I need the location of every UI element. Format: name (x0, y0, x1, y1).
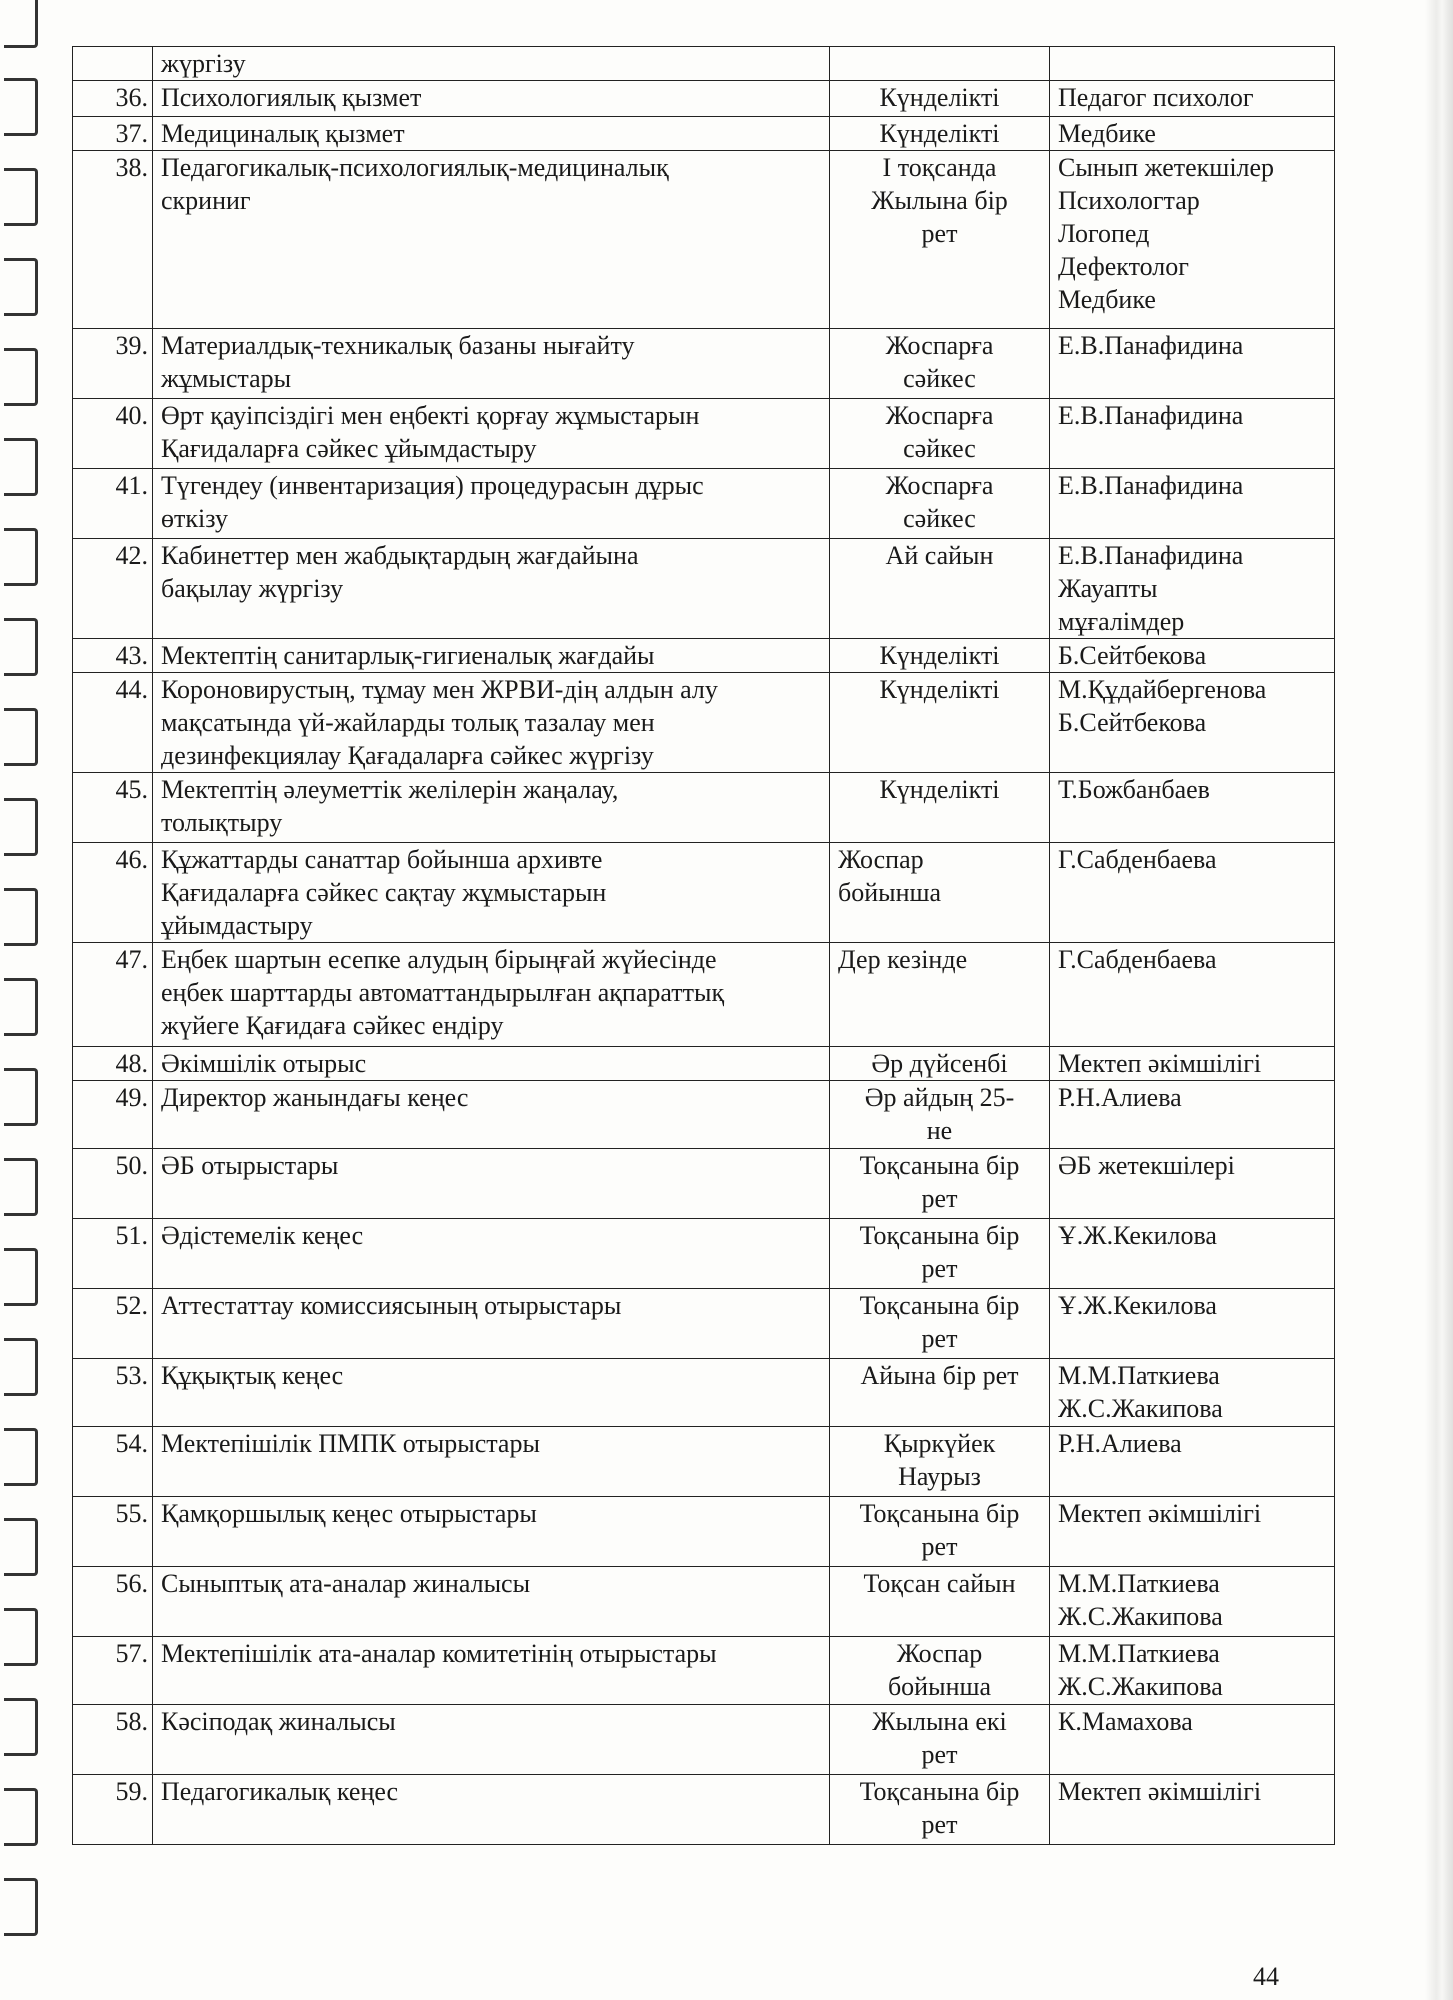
responsible-cell (1050, 329, 1335, 399)
activity-cell-line: жұмыстары (161, 364, 292, 393)
responsible-cell-line: М.М.Паткиева (1058, 1569, 1220, 1598)
responsible-cell-line: Педагог психолог (1058, 83, 1254, 112)
binding-ring (4, 708, 38, 766)
activity-cell-line: жүйеге Қағидаға сәйкес ендіру (161, 1011, 504, 1040)
row-number-cell: 56. (73, 1567, 153, 1637)
activity-cell-line: Мектептің әлеуметтік желілерін жаңалау, (161, 775, 619, 804)
activity-cell (153, 773, 830, 843)
responsible-cell-line: М.Құдайбергенова (1058, 675, 1267, 704)
responsible-cell-line: Е.В.Панафидина (1058, 541, 1244, 570)
row-number-cell: 36. (73, 81, 153, 117)
activity-cell (153, 1149, 830, 1219)
frequency-cell-line: Тоқсанына бір (859, 1151, 1020, 1180)
responsible-cell-line: Р.Н.Алиева (1058, 1083, 1182, 1112)
activity-cell (153, 1567, 830, 1637)
table-row (73, 399, 1335, 469)
schedule-table-wrapper (72, 46, 1334, 1845)
frequency-cell-line: Айына бір рет (860, 1361, 1019, 1390)
table-row (73, 673, 1335, 773)
activity-cell (153, 639, 830, 673)
row-number-cell: 45. (73, 773, 153, 843)
frequency-cell-line: Тоқсанына бір (859, 1777, 1020, 1806)
frequency-cell-line: Күнделікті (879, 675, 1000, 704)
table-row (73, 469, 1335, 539)
responsible-cell-line: Логопед (1058, 219, 1150, 248)
frequency-cell-line: рет (921, 1254, 958, 1283)
activity-cell-line: Психологиялық қызмет (161, 83, 422, 112)
binding-ring (4, 438, 38, 496)
binding-ring (4, 528, 38, 586)
binding-ring (4, 78, 38, 136)
responsible-cell (1050, 639, 1335, 673)
responsible-cell (1050, 47, 1335, 81)
row-number-cell: 44. (73, 673, 153, 773)
activity-cell-line: Әкімшілік отырыс (161, 1049, 367, 1078)
activity-cell-line: Түгендеу (инвентаризация) процедурасын дұрыс (161, 471, 704, 500)
frequency-cell-line: не (926, 1116, 953, 1145)
responsible-cell (1050, 943, 1335, 1047)
frequency-cell-line: Әр айдың 25- (864, 1083, 1015, 1112)
frequency-cell (830, 1637, 1050, 1705)
row-number-cell: 59. (73, 1775, 153, 1845)
binding-ring (4, 1608, 38, 1666)
table-row (73, 47, 1335, 81)
row-number-cell: 37. (73, 117, 153, 151)
table-row (73, 117, 1335, 151)
activity-cell (153, 81, 830, 117)
responsible-cell-line: Ұ.Ж.Кекилова (1058, 1291, 1217, 1320)
frequency-cell-line: бойынша (838, 878, 942, 907)
frequency-cell-line: рет (921, 1810, 958, 1839)
binding-ring (4, 978, 38, 1036)
frequency-cell-line: Жылына екі (872, 1707, 1007, 1736)
table-row (73, 329, 1335, 399)
frequency-cell (830, 1081, 1050, 1149)
table-row (73, 81, 1335, 117)
responsible-cell (1050, 151, 1335, 329)
frequency-cell-line: Күнделікті (879, 83, 1000, 112)
row-number-cell: 52. (73, 1289, 153, 1359)
frequency-cell-line: сәйкес (903, 504, 976, 533)
activity-cell (153, 47, 830, 81)
activity-cell (153, 843, 830, 943)
row-number-cell: 54. (73, 1427, 153, 1497)
responsible-cell-line: Б.Сейтбекова (1058, 708, 1207, 737)
frequency-cell (830, 1149, 1050, 1219)
table-row (73, 1289, 1335, 1359)
binding-ring (4, 0, 38, 48)
activity-cell (153, 469, 830, 539)
table-row (73, 1705, 1335, 1775)
frequency-cell-line: рет (921, 1324, 958, 1353)
binding-ring (4, 168, 38, 226)
responsible-cell-line: ӘБ жетекшілері (1058, 1151, 1235, 1180)
responsible-cell-line: Е.В.Панафидина (1058, 401, 1244, 430)
activity-cell-line: дезинфекциялау Қағадаларға сәйкес жүргізу (161, 741, 654, 770)
frequency-cell-line: Қыркүйек (883, 1429, 996, 1458)
spiral-binding (0, 0, 48, 2000)
activity-cell-line: Материалдық-техникалық базаны нығайту (161, 331, 635, 360)
activity-cell (153, 399, 830, 469)
responsible-cell (1050, 117, 1335, 151)
activity-cell-line: Өрт қауіпсіздігі мен еңбекті қорғау жұмыстарын (161, 401, 700, 430)
responsible-cell (1050, 1081, 1335, 1149)
activity-cell-line: Педагогикалық-психологиялық-медициналық (161, 153, 669, 182)
responsible-cell-line: Психологтар (1058, 186, 1200, 215)
frequency-cell-line: Жылына бір (871, 186, 1008, 215)
activity-cell (153, 539, 830, 639)
frequency-cell (830, 1705, 1050, 1775)
activity-cell-line: Құжаттарды санаттар бойынша архивте (161, 845, 603, 874)
activity-cell-line: өткізу (161, 504, 228, 533)
activity-cell-line: Мектептің санитарлық-гигиеналық жағдайы (161, 641, 655, 670)
responsible-cell-line: К.Мамахова (1058, 1707, 1193, 1736)
row-number-cell: 50. (73, 1149, 153, 1219)
binding-ring (4, 1158, 38, 1216)
responsible-cell-line: Дефектолог (1058, 252, 1189, 281)
binding-ring (4, 1068, 38, 1126)
responsible-cell-line: Т.Божбанбаев (1058, 775, 1210, 804)
activity-cell (153, 1047, 830, 1081)
activity-cell-line: Кабинеттер мен жабдықтардың жағдайына (161, 541, 639, 570)
frequency-cell-line: рет (921, 219, 958, 248)
responsible-cell-line: Б.Сейтбекова (1058, 641, 1207, 670)
row-number-cell: 48. (73, 1047, 153, 1081)
responsible-cell (1050, 843, 1335, 943)
responsible-cell-line: Мектеп әкімшілігі (1058, 1499, 1262, 1528)
binding-ring (4, 1518, 38, 1576)
row-number-cell: 55. (73, 1497, 153, 1567)
activity-cell-line: бақылау жүргізу (161, 574, 344, 603)
table-row (73, 539, 1335, 639)
binding-ring (4, 888, 38, 946)
table-row (73, 1219, 1335, 1289)
activity-cell (153, 1289, 830, 1359)
responsible-cell (1050, 1219, 1335, 1289)
frequency-cell-line: Жоспарға (885, 331, 994, 360)
responsible-cell (1050, 673, 1335, 773)
frequency-cell-line: Тоқсан сайын (863, 1569, 1016, 1598)
activity-cell-line: жүргізу (161, 49, 246, 78)
activity-cell-line: Кәсіподақ жиналысы (161, 1707, 396, 1736)
activity-cell-line: Мектепішілік ПМПК отырыстары (161, 1429, 540, 1458)
responsible-cell-line: Сынып жетекшілер (1058, 153, 1275, 182)
activity-cell (153, 943, 830, 1047)
frequency-cell (830, 1047, 1050, 1081)
binding-ring (4, 1698, 38, 1756)
row-number-cell: 43. (73, 639, 153, 673)
frequency-cell-line: Күнделікті (879, 641, 1000, 670)
frequency-cell-line: Жоспарға (885, 471, 994, 500)
table-row (73, 1775, 1335, 1845)
activity-cell (153, 1705, 830, 1775)
table-row (73, 151, 1335, 329)
frequency-cell-line: сәйкес (903, 364, 976, 393)
frequency-cell-line: Жоспарға (885, 401, 994, 430)
table-row (73, 1497, 1335, 1567)
frequency-cell (830, 329, 1050, 399)
responsible-cell (1050, 1775, 1335, 1845)
responsible-cell (1050, 1289, 1335, 1359)
frequency-cell-line: Күнделікті (879, 775, 1000, 804)
responsible-cell-line: Медбике (1058, 285, 1156, 314)
frequency-cell-line: рет (921, 1184, 958, 1213)
activity-cell (153, 151, 830, 329)
frequency-cell-line: І тоқсанда (882, 153, 997, 182)
activity-cell-line: толықтыру (161, 808, 283, 837)
activity-cell (153, 1637, 830, 1705)
responsible-cell (1050, 1359, 1335, 1427)
responsible-cell-line: Е.В.Панафидина (1058, 471, 1244, 500)
activity-cell-line: Директор жанындағы кеңес (161, 1083, 469, 1112)
table-row (73, 773, 1335, 843)
activity-cell (153, 1219, 830, 1289)
activity-cell-line: мақсатында үй-жайларды толық тазалау мен (161, 708, 655, 737)
table-row (73, 1081, 1335, 1149)
responsible-cell-line: Ж.С.Жакипова (1058, 1602, 1223, 1631)
activity-cell-line: скриниг (161, 186, 251, 215)
responsible-cell (1050, 1637, 1335, 1705)
frequency-cell (830, 1219, 1050, 1289)
responsible-cell (1050, 1149, 1335, 1219)
binding-ring (4, 1878, 38, 1936)
activity-cell (153, 1359, 830, 1427)
activity-cell-line: ұйымдастыру (161, 911, 313, 940)
activity-cell-line: Еңбек шартын есепке алудың бірыңғай жүйесінде (161, 945, 717, 974)
table-row (73, 1637, 1335, 1705)
responsible-cell-line: М.М.Паткиева (1058, 1361, 1220, 1390)
table-row (73, 943, 1335, 1047)
page-number: 44 (1253, 1962, 1279, 1991)
activity-cell (153, 1775, 830, 1845)
binding-ring (4, 258, 38, 316)
frequency-cell (830, 469, 1050, 539)
activity-cell-line: Қағидаларға сәйкес ұйымдастыру (161, 434, 537, 463)
binding-ring (4, 1338, 38, 1396)
binding-ring (4, 1788, 38, 1846)
frequency-cell (830, 539, 1050, 639)
row-number-cell: 38. (73, 151, 153, 329)
frequency-cell-line: рет (921, 1532, 958, 1561)
table-row (73, 1149, 1335, 1219)
frequency-cell (830, 151, 1050, 329)
responsible-cell-line: Ұ.Ж.Кекилова (1058, 1221, 1217, 1250)
frequency-cell (830, 1359, 1050, 1427)
frequency-cell (830, 1289, 1050, 1359)
frequency-cell (830, 673, 1050, 773)
row-number-cell: 47. (73, 943, 153, 1047)
activity-cell-line: Сыныптық ата-аналар жиналысы (161, 1569, 531, 1598)
frequency-cell (830, 1775, 1050, 1845)
frequency-cell-line: рет (921, 1740, 958, 1769)
table-row (73, 1359, 1335, 1427)
row-number-cell: 51. (73, 1219, 153, 1289)
frequency-cell-line: Тоқсанына бір (859, 1221, 1020, 1250)
activity-cell (153, 1497, 830, 1567)
frequency-cell-line: Тоқсанына бір (859, 1499, 1020, 1528)
frequency-cell-line: Әр дүйсенбі (871, 1049, 1008, 1078)
activity-cell (153, 1081, 830, 1149)
frequency-cell (830, 1567, 1050, 1637)
responsible-cell (1050, 1427, 1335, 1497)
responsible-cell-line: Медбике (1058, 119, 1156, 148)
activity-cell-line: Аттестаттау комиссиясының отырыстары (161, 1291, 622, 1320)
binding-ring (4, 1248, 38, 1306)
activity-cell-line: Әдістемелік кеңес (161, 1221, 364, 1250)
frequency-cell (830, 843, 1050, 943)
activity-cell (153, 329, 830, 399)
responsible-cell (1050, 1705, 1335, 1775)
row-number-cell: 49. (73, 1081, 153, 1149)
row-number-cell: 46. (73, 843, 153, 943)
frequency-cell (830, 1427, 1050, 1497)
frequency-cell (830, 1497, 1050, 1567)
responsible-cell (1050, 469, 1335, 539)
row-number-cell: 42. (73, 539, 153, 639)
activity-cell-line: еңбек шарттарды автоматтандырылған ақпараттық (161, 978, 725, 1007)
responsible-cell (1050, 1567, 1335, 1637)
frequency-cell (830, 773, 1050, 843)
schedule-table (72, 46, 1335, 1845)
frequency-cell (830, 639, 1050, 673)
frequency-cell (830, 117, 1050, 151)
responsible-cell (1050, 399, 1335, 469)
row-number-cell (73, 47, 153, 81)
row-number-cell: 41. (73, 469, 153, 539)
responsible-cell-line: Мектеп әкімшілігі (1058, 1049, 1262, 1078)
frequency-cell-line: Жоспар (838, 845, 924, 874)
row-number-cell: 57. (73, 1637, 153, 1705)
activity-cell-line: Медициналық қызмет (161, 119, 405, 148)
responsible-cell-line: Мектеп әкімшілігі (1058, 1777, 1262, 1806)
frequency-cell-line: Ай сайын (885, 541, 994, 570)
page-edge (1425, 0, 1453, 2000)
frequency-cell (830, 943, 1050, 1047)
responsible-cell-line: Жауапты (1058, 574, 1158, 603)
frequency-cell (830, 47, 1050, 81)
responsible-cell-line: М.М.Паткиева (1058, 1639, 1220, 1668)
activity-cell (153, 117, 830, 151)
schedule-table-body (73, 47, 1335, 1845)
row-number-cell: 40. (73, 399, 153, 469)
activity-cell-line: Мектепішілік ата-аналар комитетінің отырыстары (161, 1639, 717, 1668)
responsible-cell (1050, 1047, 1335, 1081)
table-row (73, 1567, 1335, 1637)
row-number-cell: 53. (73, 1359, 153, 1427)
activity-cell-line: Қағидаларға сәйкес сақтау жұмыстарын (161, 878, 607, 907)
activity-cell-line: ӘБ отырыстары (161, 1151, 339, 1180)
responsible-cell-line: Р.Н.Алиева (1058, 1429, 1182, 1458)
binding-ring (4, 348, 38, 406)
activity-cell-line: Құқықтық кеңес (161, 1361, 344, 1390)
table-row (73, 1427, 1335, 1497)
frequency-cell-line: Дер кезінде (838, 945, 968, 974)
frequency-cell-line: сәйкес (903, 434, 976, 463)
binding-ring (4, 618, 38, 676)
table-row (73, 1047, 1335, 1081)
responsible-cell-line: Ж.С.Жакипова (1058, 1672, 1223, 1701)
binding-ring (4, 1428, 38, 1486)
activity-cell (153, 1427, 830, 1497)
responsible-cell (1050, 1497, 1335, 1567)
responsible-cell-line: Г.Сабденбаева (1058, 845, 1217, 874)
table-row (73, 843, 1335, 943)
responsible-cell (1050, 773, 1335, 843)
row-number-cell: 58. (73, 1705, 153, 1775)
responsible-cell-line: мұғалімдер (1058, 607, 1185, 636)
frequency-cell-line: Күнделікті (879, 119, 1000, 148)
row-number-cell: 39. (73, 329, 153, 399)
responsible-cell-line: Е.В.Панафидина (1058, 331, 1244, 360)
frequency-cell-line: Жоспар (896, 1639, 983, 1668)
responsible-cell (1050, 81, 1335, 117)
frequency-cell (830, 399, 1050, 469)
responsible-cell-line: Ж.С.Жакипова (1058, 1394, 1223, 1423)
frequency-cell-line: Тоқсанына бір (859, 1291, 1020, 1320)
frequency-cell-line: Наурыз (898, 1462, 981, 1491)
activity-cell (153, 673, 830, 773)
frequency-cell-line: бойынша (887, 1672, 992, 1701)
activity-cell-line: Короновирустың, тұмау мен ЖРВИ-дің алдын алу (161, 675, 718, 704)
responsible-cell-line: Г.Сабденбаева (1058, 945, 1217, 974)
binding-ring (4, 798, 38, 856)
responsible-cell (1050, 539, 1335, 639)
activity-cell-line: Қамқоршылық кеңес отырыстары (161, 1499, 537, 1528)
activity-cell-line: Педагогикалық кеңес (161, 1777, 399, 1806)
table-row (73, 639, 1335, 673)
frequency-cell (830, 81, 1050, 117)
